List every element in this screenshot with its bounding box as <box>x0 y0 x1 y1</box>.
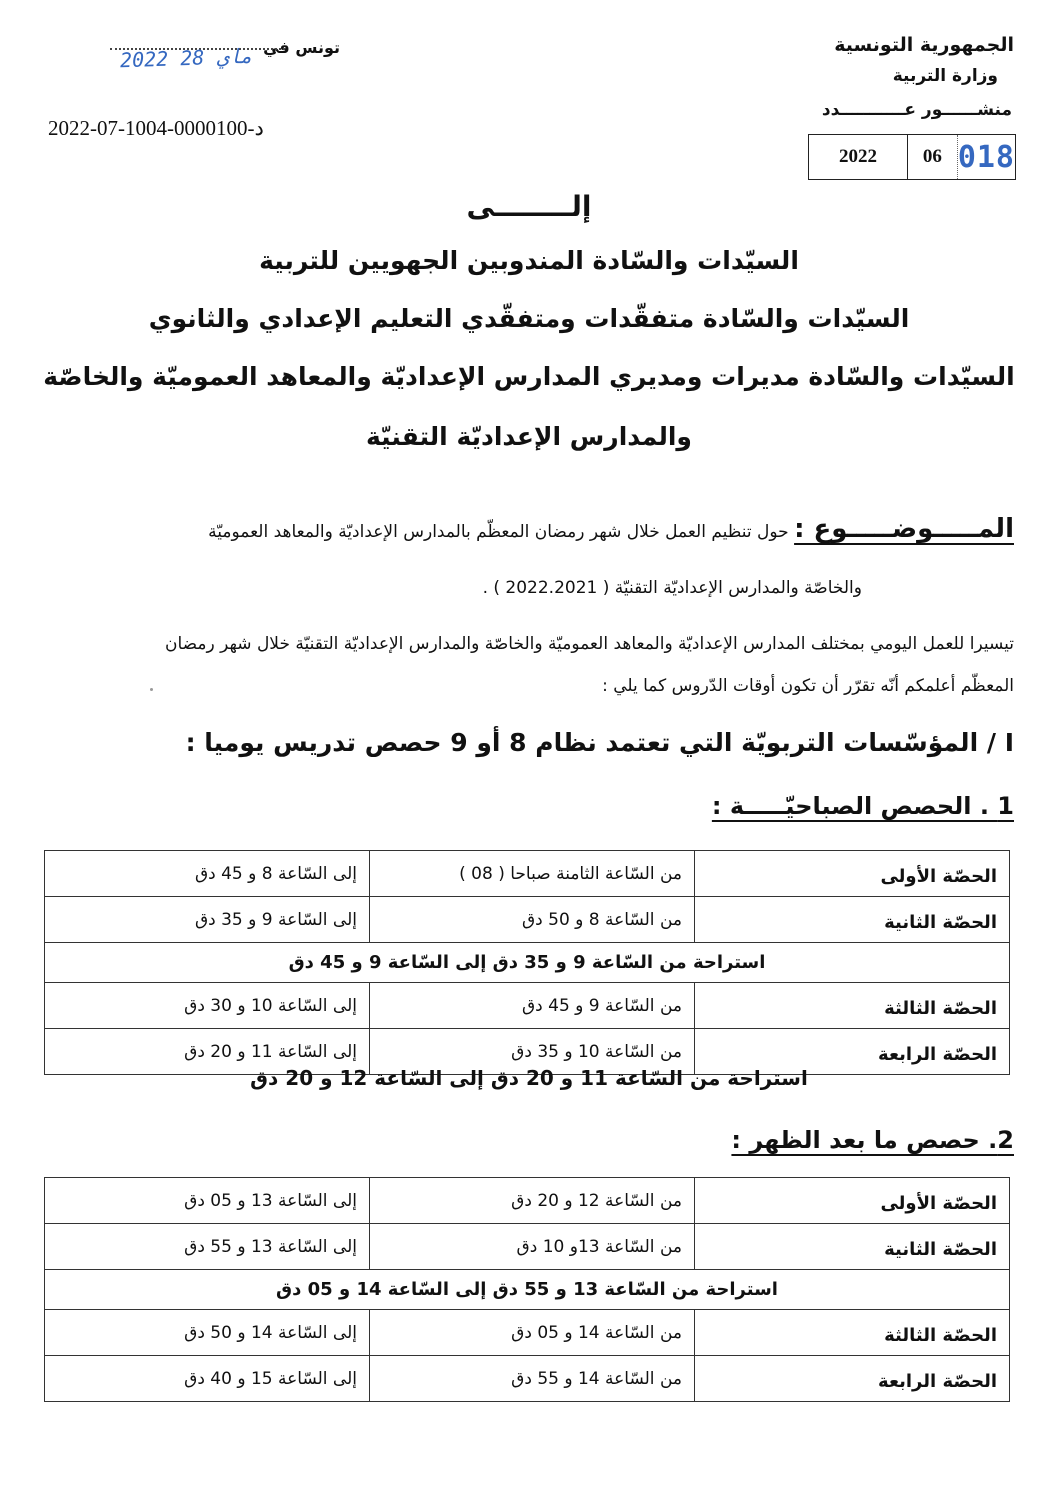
circular-number-stamp: 018 <box>957 139 1015 175</box>
subject-text-continued: والخاصّة والمدارس الإعداديّة التقنيّة ( 2022.2021 ) . <box>482 578 862 598</box>
date-line <box>110 38 340 73</box>
morning-schedule-table <box>44 850 1010 1075</box>
session-start: من السّاعة 9 و 45 دق <box>370 983 695 1029</box>
scan-speck <box>150 688 153 691</box>
table-row <box>45 851 1010 897</box>
table-row <box>45 1356 1010 1402</box>
session-start: من السّاعة الثامنة صباحا ( 08 ) <box>370 851 695 897</box>
reference-number: د-0000100-1004-07-2022 <box>48 116 264 140</box>
ministry-title: وزارة التربية <box>892 66 998 86</box>
table-row <box>45 1178 1010 1224</box>
subject-line <box>34 514 1014 544</box>
table-row <box>45 1224 1010 1270</box>
handwritten-date: 2022 ماي 28 <box>119 43 253 73</box>
session-name: الحصّة الثانية <box>695 897 1010 943</box>
session-start: من السّاعة 13و 10 دق <box>370 1224 695 1270</box>
session-name: الحصّة الثالثة <box>695 983 1010 1029</box>
session-name: الحصّة الثالثة <box>695 1310 1010 1356</box>
circular-month: 06 <box>908 135 958 179</box>
table-row <box>45 897 1010 943</box>
session-end: إلى السّاعة 10 و 30 دق <box>45 983 370 1029</box>
afternoon-schedule-table <box>44 1177 1010 1402</box>
session-end: إلى السّاعة 11 و 20 دق <box>45 1029 370 1075</box>
addressee-line-2: السيّدات والسّادة متفقّدات ومتفقّدي التعليم الإعدادي والثانوي <box>148 304 910 333</box>
session-start: من السّاعة 14 و 55 دق <box>370 1356 695 1402</box>
session-end: إلى السّاعة 14 و 50 دق <box>45 1310 370 1356</box>
session-start: من السّاعة 10 و 35 دق <box>370 1029 695 1075</box>
section-heading: I / المؤسّسات التربويّة التي تعتمد نظام 8 أو 9 حصص تدريس يوميا : <box>185 728 1014 757</box>
intro-line-2: المعظّم أعلمكم أنّه تقرّر أن تكون أوقات الدّروس كما يلي : <box>602 676 1014 696</box>
addressee-line-3: السيّدات والسّادة مديرات ومديري المدارس الإعداديّة والمعاهد العموميّة والخاصّة <box>43 362 1015 391</box>
table-row-break <box>45 1270 1010 1310</box>
session-name: الحصّة الرابعة <box>695 1356 1010 1402</box>
session-end: إلى السّاعة 13 و 55 دق <box>45 1224 370 1270</box>
afternoon-sessions-title: 2. حصص ما بعد الظهر : <box>731 1126 1014 1154</box>
session-name: الحصّة الثانية <box>695 1224 1010 1270</box>
session-start: من السّاعة 14 و 05 دق <box>370 1310 695 1356</box>
table-row-break <box>45 943 1010 983</box>
circular-year: 2022 <box>809 135 908 179</box>
intro-line-1: تيسيرا للعمل اليومي بمختلف المدارس الإعداديّة والمعاهد العموميّة والخاصّة والمدارس الإعداديّة التقنيّة خلال شهر رمضان <box>164 634 1014 654</box>
addressee-line-1: السيّدات والسّادة المندوبين الجهويين للتربية <box>259 246 799 275</box>
session-start: من السّاعة 8 و 50 دق <box>370 897 695 943</box>
circular-label: منشــــــور عـــــــــــدد <box>821 100 1012 120</box>
session-end: إلى السّاعة 15 و 40 دق <box>45 1356 370 1402</box>
session-name: الحصّة الأولى <box>695 1178 1010 1224</box>
tunis-label: تونس في <box>263 38 340 57</box>
republic-title: الجمهورية التونسية <box>834 34 1014 56</box>
addressee-to: إلــــــــى <box>466 190 592 223</box>
morning-sessions-title: 1 . الحصص الصباحيّـــــة : <box>711 792 1014 820</box>
addressee-line-4: والمدارس الإعداديّة التقنيّة <box>366 422 692 451</box>
break-time: استراحة من السّاعة 13 و 55 دق إلى السّاعة 14 و 05 دق <box>45 1270 1010 1310</box>
session-end: إلى السّاعة 13 و 05 دق <box>45 1178 370 1224</box>
session-name: الحصّة الرابعة <box>695 1029 1010 1075</box>
table-row <box>45 1310 1010 1356</box>
subject-label: المـــــوضـــــوع : <box>794 514 1014 544</box>
midday-break: استراحة من السّاعة 11 و 20 دق إلى السّاعة 12 و 20 دق <box>250 1066 808 1090</box>
circular-number-box <box>808 134 1016 180</box>
subject-text: حول تنظيم العمل خلال شهر رمضان المعظّم بالمدارس الإعداديّة والمعاهد العموميّة <box>208 522 789 542</box>
session-start: من السّاعة 12 و 20 دق <box>370 1178 695 1224</box>
session-end: إلى السّاعة 8 و 45 دق <box>45 851 370 897</box>
session-name: الحصّة الأولى <box>695 851 1010 897</box>
session-end: إلى السّاعة 9 و 35 دق <box>45 897 370 943</box>
break-time: استراحة من السّاعة 9 و 35 دق إلى السّاعة 9 و 45 دق <box>45 943 1010 983</box>
table-row <box>45 983 1010 1029</box>
